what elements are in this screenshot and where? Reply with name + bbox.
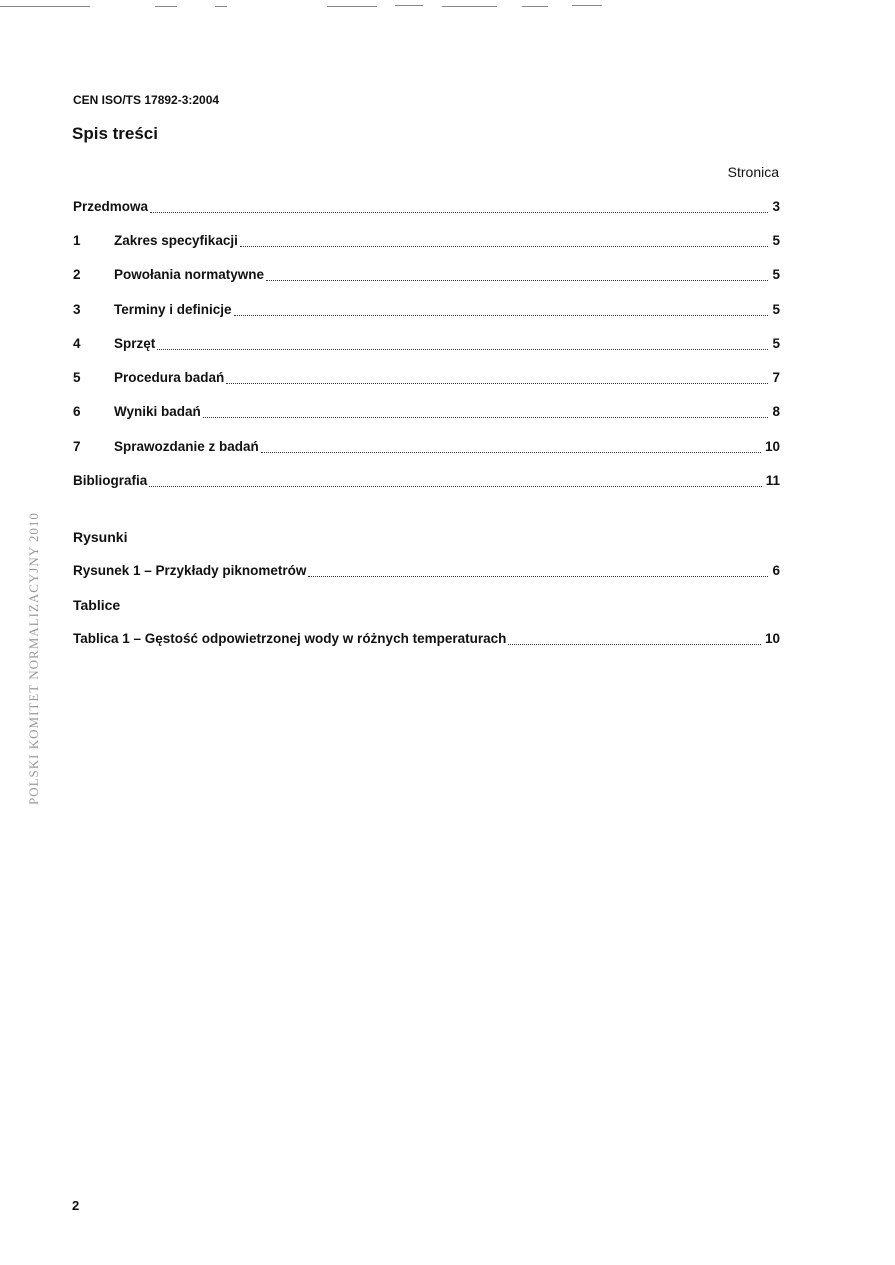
toc-entry-label: Powołania normatywne <box>114 267 265 282</box>
toc-entry-page: 3 <box>772 199 780 214</box>
dot-leader <box>157 349 768 350</box>
dot-leader <box>240 246 768 247</box>
toc-entry-label: Sprawozdanie z badań <box>114 439 259 454</box>
toc-entry-number: 7 <box>73 439 81 454</box>
toc-entry-number: 3 <box>73 302 81 317</box>
dot-leader <box>150 212 768 213</box>
toc-entry-page: 5 <box>772 267 780 282</box>
table-entry-1[interactable] <box>73 631 780 649</box>
toc-entry-label: Przedmowa <box>73 199 149 214</box>
toc-entry-7[interactable] <box>73 439 780 457</box>
scan-artifact <box>395 5 423 6</box>
dot-leader <box>234 315 768 316</box>
scan-artifact <box>522 6 548 7</box>
scan-artifact <box>572 5 602 6</box>
toc-entry-1[interactable] <box>73 233 780 251</box>
toc-entry-page: 5 <box>772 302 780 317</box>
toc-entry-2[interactable] <box>73 267 780 285</box>
table-entry-page: 10 <box>764 631 780 646</box>
toc-entry-page: 5 <box>772 233 780 248</box>
page-number: 2 <box>72 1198 80 1213</box>
toc-entry-number: 1 <box>73 233 81 248</box>
toc-entry-label: Zakres specyfikacji <box>114 233 238 248</box>
page-title: Spis treści <box>72 124 158 143</box>
dot-leader <box>203 417 768 418</box>
toc-entry-label: Bibliografia <box>73 473 148 488</box>
scan-artifact <box>0 6 90 7</box>
toc-entry-number: 4 <box>73 336 81 351</box>
toc-entry-number: 2 <box>73 267 81 282</box>
figures-heading: Rysunki <box>73 529 128 545</box>
dot-leader <box>261 452 761 453</box>
toc-entry-number: 5 <box>73 370 81 385</box>
dot-leader <box>149 486 761 487</box>
toc-entry-page: 11 <box>765 473 780 488</box>
page-column-label: Stronica <box>727 164 779 180</box>
scan-artifact <box>215 6 227 7</box>
tables-heading: Tablice <box>73 597 121 613</box>
toc-entry-bibliografia[interactable] <box>73 473 780 491</box>
figure-entry-label: Rysunek 1 – Przykłady piknometrów <box>73 563 307 578</box>
table-entry-label: Tablica 1 – Gęstość odpowietrzonej wody w różnych temperaturach <box>73 631 507 646</box>
figure-entry-page: 6 <box>772 563 780 578</box>
toc-entry-label: Procedura badań <box>114 370 225 385</box>
scan-artifact <box>327 6 377 7</box>
toc-entry-page: 5 <box>772 336 780 351</box>
dot-leader <box>308 576 768 577</box>
scan-artifact <box>442 6 497 7</box>
watermark-stamp: POLSKI KOMITET NORMALIZACYJNY 2010 <box>26 512 41 805</box>
toc-entry-3[interactable] <box>73 302 780 320</box>
toc-entry-label: Wyniki badań <box>114 404 201 419</box>
toc-entry-label: Sprzęt <box>114 336 156 351</box>
dot-leader <box>266 280 768 281</box>
toc-entry-6[interactable] <box>73 404 780 422</box>
toc-entry-page: 7 <box>772 370 780 385</box>
toc-entry-label: Terminy i definicje <box>114 302 232 317</box>
document-id: CEN ISO/TS 17892-3:2004 <box>73 93 220 107</box>
toc-entry-przedmowa[interactable] <box>73 199 780 217</box>
dot-leader <box>508 644 761 645</box>
toc-entry-page: 10 <box>764 439 780 454</box>
toc-entry-page: 8 <box>772 404 780 419</box>
dot-leader <box>226 383 768 384</box>
toc-entry-4[interactable] <box>73 336 780 354</box>
scan-artifact <box>155 6 177 7</box>
figure-entry-1[interactable] <box>73 563 780 581</box>
toc-entry-number: 6 <box>73 404 81 419</box>
toc-entry-5[interactable] <box>73 370 780 388</box>
